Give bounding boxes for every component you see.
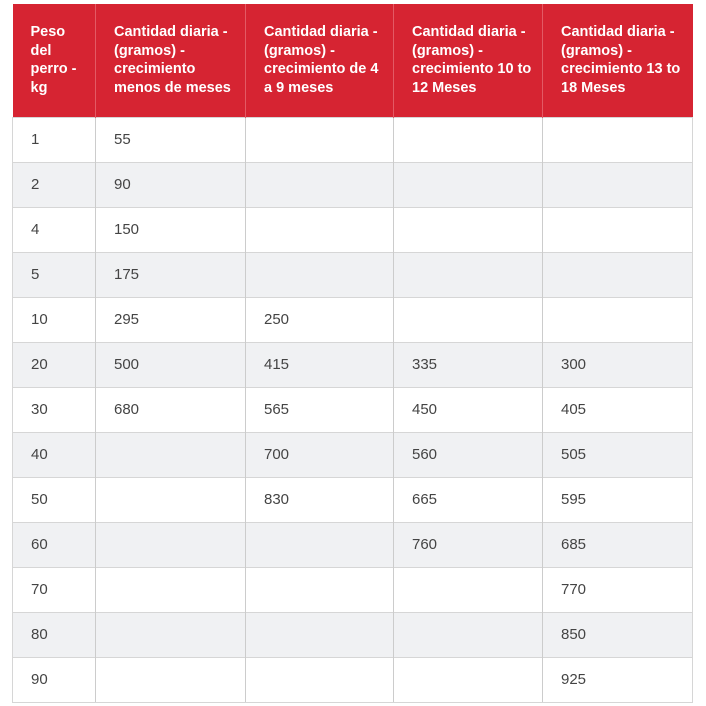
- months-10-12-cell: [394, 297, 543, 342]
- months-10-12-cell: 335: [394, 342, 543, 387]
- table-row: [13, 207, 693, 252]
- months-4-9-cell: 565: [246, 387, 394, 432]
- table-row: [13, 342, 693, 387]
- months-4-9-cell: [246, 117, 394, 162]
- months-10-12-cell: [394, 162, 543, 207]
- weight-cell: 60: [13, 522, 96, 567]
- table-row: [13, 522, 693, 567]
- weight-cell: 90: [13, 657, 96, 702]
- months-4-9-cell: [246, 522, 394, 567]
- table-row: [13, 387, 693, 432]
- under-months-cell: 175: [96, 252, 246, 297]
- table-row: [13, 477, 693, 522]
- under-months-cell: 500: [96, 342, 246, 387]
- months-13-18-cell: 595: [543, 477, 693, 522]
- under-months-cell: 55: [96, 117, 246, 162]
- months-10-12-cell: 560: [394, 432, 543, 477]
- weight-cell: 40: [13, 432, 96, 477]
- months-10-12-cell: [394, 657, 543, 702]
- months-4-9-cell: 830: [246, 477, 394, 522]
- table-row: [13, 612, 693, 657]
- weight-cell: 5: [13, 252, 96, 297]
- weight-cell: 30: [13, 387, 96, 432]
- months-10-12-cell: 760: [394, 522, 543, 567]
- months-10-12-cell: [394, 252, 543, 297]
- header-growth-10-12-months: Cantidad diaria - (gramos) - crecimiento 10 to 12 Meses: [394, 4, 543, 117]
- months-13-18-cell: 405: [543, 387, 693, 432]
- under-months-cell: [96, 477, 246, 522]
- months-10-12-cell: 665: [394, 477, 543, 522]
- months-10-12-cell: [394, 207, 543, 252]
- under-months-cell: [96, 432, 246, 477]
- weight-cell: 50: [13, 477, 96, 522]
- under-months-cell: 90: [96, 162, 246, 207]
- months-13-18-cell: 850: [543, 612, 693, 657]
- under-months-cell: 295: [96, 297, 246, 342]
- months-10-12-cell: [394, 117, 543, 162]
- months-10-12-cell: [394, 612, 543, 657]
- months-10-12-cell: [394, 567, 543, 612]
- months-13-18-cell: 505: [543, 432, 693, 477]
- table-row: [13, 117, 693, 162]
- months-13-18-cell: [543, 252, 693, 297]
- table-row: [13, 567, 693, 612]
- header-row: [13, 4, 693, 117]
- table-row: [13, 162, 693, 207]
- table-body: [13, 117, 693, 702]
- months-4-9-cell: [246, 252, 394, 297]
- weight-cell: 1: [13, 117, 96, 162]
- under-months-cell: 150: [96, 207, 246, 252]
- months-13-18-cell: 300: [543, 342, 693, 387]
- months-4-9-cell: [246, 657, 394, 702]
- months-13-18-cell: [543, 162, 693, 207]
- under-months-cell: [96, 567, 246, 612]
- months-13-18-cell: 770: [543, 567, 693, 612]
- months-4-9-cell: 700: [246, 432, 394, 477]
- months-4-9-cell: 250: [246, 297, 394, 342]
- table-row: [13, 657, 693, 702]
- under-months-cell: [96, 612, 246, 657]
- under-months-cell: 680: [96, 387, 246, 432]
- weight-cell: 80: [13, 612, 96, 657]
- header-growth-under-months: Cantidad diaria - (gramos) - crecimiento menos de meses: [96, 4, 246, 117]
- months-13-18-cell: [543, 117, 693, 162]
- months-10-12-cell: 450: [394, 387, 543, 432]
- months-4-9-cell: [246, 612, 394, 657]
- weight-cell: 4: [13, 207, 96, 252]
- weight-cell: 70: [13, 567, 96, 612]
- weight-cell: 20: [13, 342, 96, 387]
- months-4-9-cell: [246, 207, 394, 252]
- table-row: [13, 297, 693, 342]
- months-4-9-cell: [246, 162, 394, 207]
- months-13-18-cell: [543, 207, 693, 252]
- header-growth-13-18-months: Cantidad diaria - (gramos) - crecimiento 13 to 18 Meses: [543, 4, 693, 117]
- months-13-18-cell: 925: [543, 657, 693, 702]
- feeding-table: [12, 4, 693, 703]
- table-header: [13, 4, 693, 117]
- months-4-9-cell: 415: [246, 342, 394, 387]
- under-months-cell: [96, 522, 246, 567]
- months-4-9-cell: [246, 567, 394, 612]
- table-row: [13, 432, 693, 477]
- weight-cell: 2: [13, 162, 96, 207]
- under-months-cell: [96, 657, 246, 702]
- header-dog-weight: Peso del perro - kg: [13, 4, 96, 117]
- table-row: [13, 252, 693, 297]
- weight-cell: 10: [13, 297, 96, 342]
- months-13-18-cell: [543, 297, 693, 342]
- months-13-18-cell: 685: [543, 522, 693, 567]
- header-growth-4-9-months: Cantidad diaria - (gramos) - crecimiento de 4 a 9 meses: [246, 4, 394, 117]
